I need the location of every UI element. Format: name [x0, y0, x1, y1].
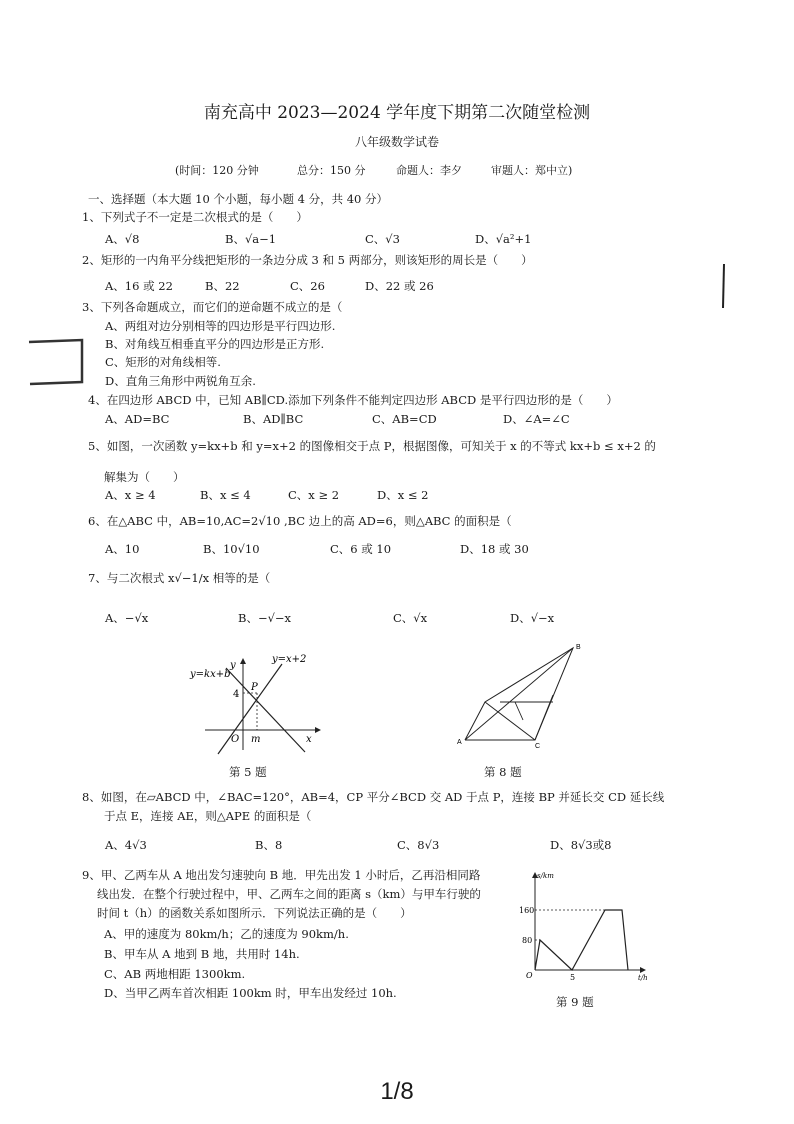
q4-option-b: B、AD∥BC — [243, 412, 304, 426]
q3-stem: 3、下列各命题成立，而它们的逆命题不成立的是（ — [82, 300, 343, 314]
fig9-label-origin: O — [526, 971, 533, 980]
q6-stem: 6、在△ABC 中，AB=10,AC=2√10 ,BC 边上的高 AD=6，则△ABC 的面积是（ — [88, 514, 512, 528]
q9-stem-continued-1: 线出发．在整个行驶过程中，甲、乙两车之间的距离 s（km）与甲车行驶的 — [97, 887, 481, 901]
q9-option-d: D、当甲乙两车首次相距 100km 时，甲车出发经过 10h. — [104, 986, 397, 1000]
q5-stem: 5、如图，一次函数 y=kx+b 和 y=x+2 的图像相交于点 P，根据图像，可知关于 x 的不等式 kx+b ≤ x+2 的 — [88, 439, 656, 453]
figure-9-graph — [510, 870, 655, 985]
q9-stem-continued-2: 时间 t（h）的函数关系如图所示．下列说法正确的是（ ） — [97, 906, 412, 920]
q3-option-d: D、直角三角形中两锐角互余. — [105, 374, 256, 388]
fig5-label-x: x — [306, 734, 312, 745]
q7-option-c: C、√x — [393, 611, 428, 625]
fig8-segment-pe — [515, 702, 523, 720]
q2-stem: 2、矩形的一内角平分线把矩形的一条边分成 3 和 5 两部分，则该矩形的周长是（ ） — [82, 253, 533, 267]
q1-option-b: B、√a−1 — [225, 232, 277, 246]
q3-option-a: A、两组对边分别相等的四边形是平行四边形. — [105, 319, 336, 333]
fig8-segment-bp — [465, 648, 573, 740]
page-title: 南充高中 2023—2024 学年度下期第二次随堂检测 — [203, 103, 591, 123]
q3-option-b: B、对角线互相垂直平分的四边形是正方形. — [105, 337, 325, 351]
margin-vertical-mark — [719, 262, 729, 312]
q2-option-c: C、26 — [290, 279, 325, 293]
figure-5-graph — [190, 650, 325, 755]
q4-stem: 4、在四边形 ABCD 中，已知 AB∥CD.添加下列条件不能判定四边形 ABCD 是平行四边形的是（ ） — [88, 393, 618, 407]
fig5-label-m: m — [251, 734, 261, 745]
q9-option-a: A、甲的速度为 80km/h；乙的速度为 90km/h. — [104, 927, 349, 941]
fig5-y-arrow — [240, 658, 246, 664]
fig8-label-c: C — [535, 743, 541, 750]
q6-option-d: D、18 或 30 — [460, 542, 529, 556]
fig9-label-5: 5 — [570, 973, 576, 982]
fig5-x-arrow — [315, 727, 321, 733]
q1-option-d: D、√a²+1 — [475, 232, 532, 246]
fig5-label-origin: O — [231, 734, 240, 745]
fig9-distance-curve — [535, 910, 628, 970]
exam-reviewer: 审题人：郑中立) — [491, 164, 573, 177]
q8-option-b: B、8 — [255, 838, 283, 852]
q9-option-b: B、甲车从 A 地到 B 地，共用时 14h. — [104, 947, 300, 961]
fig9-label-80: 80 — [522, 936, 533, 945]
exam-total-score: 总分：150 分 — [297, 164, 366, 177]
page-number: 1/8 — [380, 1078, 414, 1105]
q2-option-b: B、22 — [205, 279, 240, 293]
q2-option-d: D、22 或 26 — [365, 279, 434, 293]
exam-author: 命题人：李夕 — [396, 164, 462, 177]
q6-option-a: A、10 — [105, 542, 140, 556]
fig9-label-160: 160 — [519, 906, 535, 915]
q9-option-c: C、AB 两地相距 1300km. — [104, 967, 246, 981]
fig5-label-4: 4 — [233, 689, 240, 700]
q4-option-d: D、∠A=∠C — [503, 412, 570, 426]
q8-stem: 8、如图，在▱ABCD 中，∠BAC=120°，AB=4，CP 平分∠BCD 交 AD 于点 P，连接 BP 并延长交 CD 延长线 — [82, 790, 665, 804]
figure-8-caption: 第 8 题 — [484, 765, 522, 779]
q4-option-c: C、AB=CD — [372, 412, 437, 426]
q8-option-c: C、8√3 — [397, 838, 440, 852]
q1-stem: 1、下列式子不一定是二次根式的是（ ） — [82, 210, 308, 224]
q8-stem-continued: 于点 E，连接 AE，则△APE 的面积是（ — [104, 809, 312, 823]
q4-option-a: A、AD=BC — [105, 412, 170, 426]
q5-stem-continued: 解集为（ ） — [104, 470, 185, 484]
q6-option-b: B、10√10 — [203, 542, 260, 556]
margin-bracket-mark — [24, 330, 94, 390]
q5-option-b: B、x ≤ 4 — [200, 488, 251, 502]
q9-stem: 9、甲、乙两车从 A 地出发匀速驶向 B 地．甲先出发 1 小时后，乙再沿相同路 — [82, 868, 481, 882]
q5-option-c: C、x ≥ 2 — [288, 488, 340, 502]
q5-option-a: A、x ≥ 4 — [105, 488, 156, 502]
q1-option-a: A、√8 — [105, 232, 140, 246]
q7-stem: 7、与二次根式 x√−1/x 相等的是（ — [88, 571, 271, 585]
fig5-label-p: P — [251, 682, 258, 693]
q8-option-a: A、4√3 — [105, 838, 147, 852]
figure-9-caption: 第 9 题 — [556, 995, 594, 1009]
fig5-label-x-plus-2: y=x+2 — [272, 654, 307, 665]
q8-option-d: D、8√3或8 — [550, 838, 612, 852]
q5-option-d: D、x ≤ 2 — [377, 488, 429, 502]
fig8-segment-ac — [485, 702, 535, 740]
exam-time: (时间：120 分钟 — [175, 164, 259, 177]
fig9-label-s: s/km — [537, 872, 554, 880]
q7-option-d: D、√−x — [510, 611, 555, 625]
section-heading: 一、选择题（本大题 10 个小题，每小题 4 分，共 40 分） — [88, 192, 389, 206]
q7-option-b: B、−√−x — [238, 611, 292, 625]
q2-option-a: A、16 或 22 — [105, 279, 173, 293]
fig9-label-t: t/h — [638, 974, 648, 982]
fig8-label-a: A — [457, 739, 462, 746]
fig9-x-arrow — [640, 967, 646, 973]
fig5-label-kx-b: y=kx+b — [190, 669, 231, 680]
page-subtitle: 八年级数学试卷 — [354, 135, 439, 149]
figure-8-diagram — [455, 640, 595, 750]
q3-option-c: C、矩形的对角线相等. — [105, 355, 221, 369]
figure-5-caption: 第 5 题 — [229, 765, 267, 779]
q7-option-a: A、−√x — [105, 611, 149, 625]
q6-option-c: C、6 或 10 — [330, 542, 392, 556]
fig8-label-b: B — [576, 644, 581, 651]
fig5-label-y: y — [230, 660, 236, 671]
q1-option-c: C、√3 — [365, 232, 400, 246]
